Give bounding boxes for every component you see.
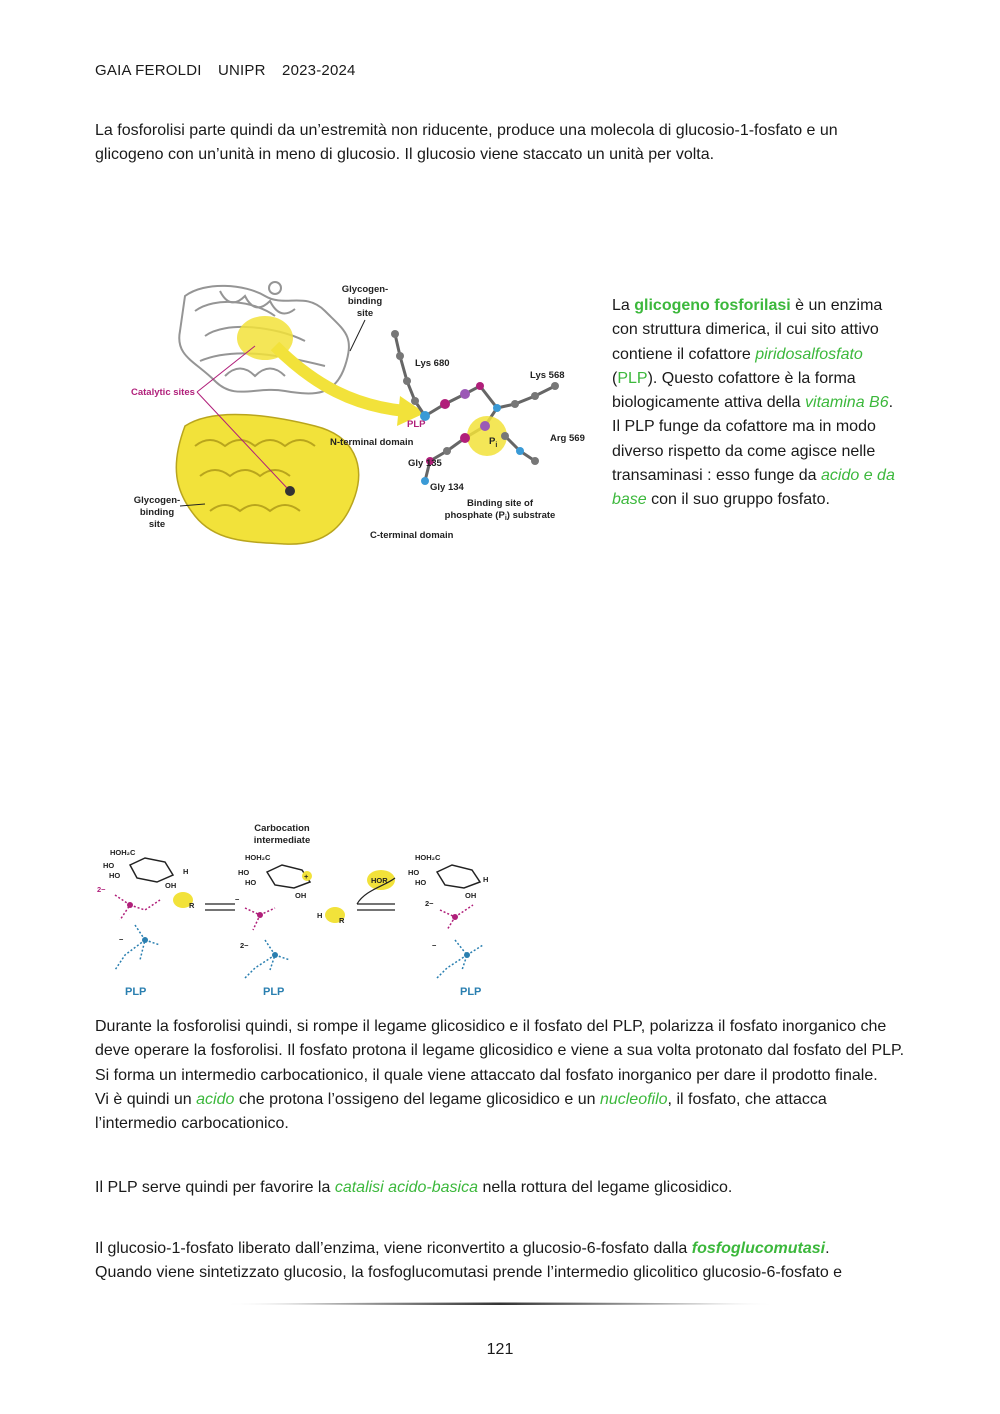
term-acido-e-base: acido e da base xyxy=(612,467,895,509)
header-year: 2023-2024 xyxy=(282,62,356,79)
body-paragraph-1: Durante la fosforolisi quindi, si rompe il legame glicosidico e il fosfato del PLP, polarizza il fosfato inorganico che deve operare la fosforolisi. Il fosfato protona il legame glicosidico e viene a sua volta protonato dal fosfato del PLP. Si forma un intermedio carbocationico, il quale viene attaccato dal fosfato inorganico per dare il prodotto finale. Vi è quindi un acido che protona l’ossigeno del legame glicosidico e un nucleofilo, il fosfato, che attacca l’intermedio carbocationico. xyxy=(95,1015,905,1136)
label-glycogen-binding-top-2: binding xyxy=(347,296,383,307)
label-plp-1: PLP xyxy=(125,986,147,998)
term-nucleofilo: nucleofilo xyxy=(599,1090,668,1108)
structure-3 xyxy=(408,853,488,998)
intro-paragraph xyxy=(95,119,905,168)
body-paragraph-3: Il PLP serve quindi per favorire la catalisi acido-basica nella rottura del legame glicosidico. xyxy=(95,1179,733,1196)
label-glycogen-binding-bottom-2: binding xyxy=(139,507,175,518)
label-glycogen-binding-top-1: Glycogen- xyxy=(341,284,389,295)
term-catalisi-acido-basica: catalisi acido-basica xyxy=(334,1179,479,1196)
svg-text:−: − xyxy=(119,935,124,944)
svg-text:HOH₂C: HOH₂C xyxy=(245,853,271,862)
svg-text:H: H xyxy=(317,911,323,920)
intro-line-2: glicogeno con un’unità in meno di glucosio. Il glucosio viene staccato un unità per volta. xyxy=(95,146,715,164)
label-gly134: Gly 134 xyxy=(430,482,464,493)
svg-text:−: − xyxy=(432,941,437,950)
svg-text:R: R xyxy=(189,901,195,910)
lower-subunit-ribbon xyxy=(176,414,358,544)
mechanism-illustration xyxy=(95,820,515,1000)
svg-text:OH: OH xyxy=(295,891,307,900)
label-catalytic-sites: Catalytic sites xyxy=(131,387,195,398)
label-glycogen-binding-top-3: site xyxy=(356,308,374,319)
label-plp-3: PLP xyxy=(460,986,482,998)
svg-text:R: R xyxy=(339,916,345,925)
page-header xyxy=(95,62,368,79)
label-plp-2: PLP xyxy=(263,986,285,998)
footer-divider xyxy=(225,1302,775,1306)
label-pi: $P_i$ xyxy=(489,436,498,449)
svg-text:OH: OH xyxy=(165,881,177,890)
body-paragraph-4: Il glucosio-1-fosfato liberato dall’enzima, viene riconvertito a glucosio-6-fosfato dalla fosfoglucomutasi. Quando viene sintetizzato glucosio, la fosfoglucomutasi prende l’intermedio glicolitico glucosio-6-fosfato e xyxy=(95,1237,905,1286)
structure-2 xyxy=(235,853,345,998)
header-university: UNIPR xyxy=(217,62,266,79)
label-plp: PLP xyxy=(407,419,426,430)
svg-text:H: H xyxy=(183,867,189,876)
label-lys680: Lys 680 xyxy=(415,358,450,369)
side-paragraph-1: La glicogeno fosforilasi è un enzima con struttura dimerica, il cui sito attivo contiene il cofattore piridosalfosfato (PLP). Questo cofattore è la forma biologicamente attiva della vitamina B6. xyxy=(612,297,894,412)
label-hor: HOR xyxy=(371,876,388,885)
label-binding-site-1: Binding site of xyxy=(467,498,533,509)
label-binding-site-2: phosphate $(P_i)$ substrate xyxy=(444,510,556,522)
label-glycogen-binding-bottom-3: site xyxy=(148,519,166,530)
svg-text:OH: OH xyxy=(465,891,477,900)
svg-text:2−: 2− xyxy=(97,885,106,894)
svg-text:HO: HO xyxy=(415,878,427,887)
label-gly135: Gly 135 xyxy=(408,458,442,469)
label-lys568: Lys 568 xyxy=(530,370,565,381)
intro-line-1: La fosforolisi parte quindi da un’estremità non riducente, produce una molecola di glucosio-1-fosfato e un xyxy=(95,122,838,139)
svg-text:HO: HO xyxy=(408,868,420,877)
side-paragraph-2: Il PLP funge da cofattore ma in modo diverso rispetto da come agisce nelle transaminasi : esso funge da acido e da base con il suo gruppo fosfato. xyxy=(612,418,895,509)
label-glycogen-binding-bottom-1: Glycogen- xyxy=(133,495,181,506)
term-acido: acido xyxy=(196,1090,235,1108)
svg-text:HOH₂C: HOH₂C xyxy=(415,853,441,862)
svg-text:H: H xyxy=(483,875,489,884)
label-carbocation-2: intermediate xyxy=(253,835,311,846)
reaction-mechanism-figure xyxy=(95,820,515,1000)
svg-text:−: − xyxy=(235,895,240,904)
svg-text:HO: HO xyxy=(245,878,257,887)
svg-text:HO: HO xyxy=(109,871,121,880)
svg-text:+: + xyxy=(304,872,309,881)
structure-illustration xyxy=(125,276,595,566)
term-vitamina-b6: vitamina B6 xyxy=(805,394,889,412)
label-arg569: Arg 569 xyxy=(550,433,585,444)
glycogen-phosphorylase-figure xyxy=(125,276,595,566)
body-paragraph-2: Vi è quindi un acido che protona l’ossigeno del legame glicosidico e un nucleofilo, il fosfato, che attacca l’intermedio carbocationico. xyxy=(95,1090,827,1133)
label-carbocation-1: Carbocation xyxy=(254,823,310,834)
term-glicogeno-fosforilasi: glicogeno fosforilasi xyxy=(634,297,791,314)
term-plp: PLP xyxy=(617,369,648,387)
svg-text:HO: HO xyxy=(103,861,115,870)
svg-text:HOH₂C: HOH₂C xyxy=(110,848,136,857)
body-paragraph-5: Quando viene sintetizzato glucosio, la fosfoglucomutasi prende l’intermedio glicolitico glucosio-6-fosfato e xyxy=(95,1264,843,1282)
page-number: 121 xyxy=(486,1341,514,1358)
structure-1 xyxy=(97,848,195,998)
term-piridosalfosfato: piridosalfosfato xyxy=(755,345,863,363)
label-c-terminal: C-terminal domain xyxy=(370,530,454,541)
header-author: GAIA FEROLDI xyxy=(95,62,202,79)
svg-text:2−: 2− xyxy=(240,941,249,950)
side-description xyxy=(612,294,912,513)
svg-text:2−: 2− xyxy=(425,899,434,908)
svg-text:HO: HO xyxy=(238,868,250,877)
label-n-terminal: N-terminal domain xyxy=(330,437,414,448)
term-fosfoglucomutasi: fosfoglucomutasi xyxy=(691,1240,826,1257)
